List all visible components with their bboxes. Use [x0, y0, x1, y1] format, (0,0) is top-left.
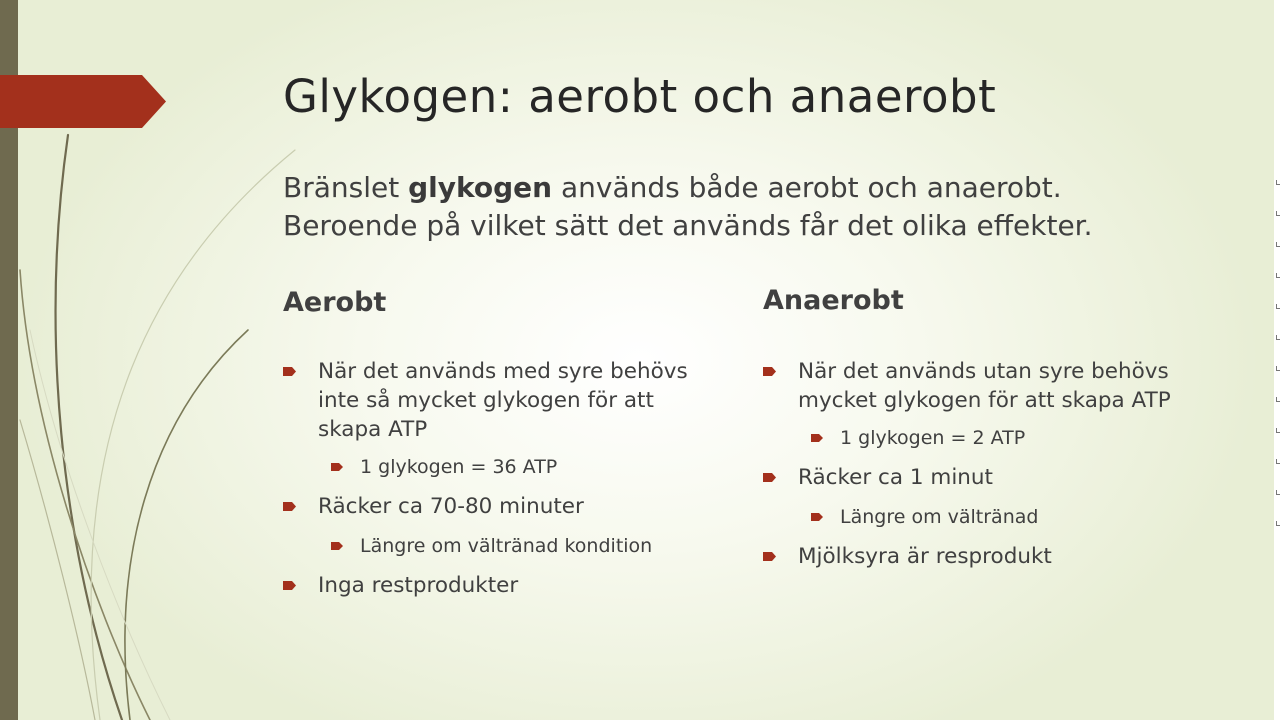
sub-list-item-text: Längre om vältränad: [840, 506, 1039, 528]
intro-bold-word: glykogen: [408, 171, 553, 204]
column-anaerobt: [763, 357, 1213, 571]
list-item-text: Mjölksyra är resprodukt: [798, 544, 1052, 569]
list-item-text: När det används utan syre behövs mycket glykogen för att skapa ATP: [798, 359, 1171, 413]
sub-list-item-text: 1 glykogen = 36 ATP: [360, 456, 558, 478]
arrow-bullet-icon: [811, 434, 823, 442]
arrow-bullet-icon: [283, 502, 296, 511]
intro-text: [283, 169, 1243, 245]
intro-text-start: Bränslet: [283, 171, 409, 204]
list-item: [763, 357, 1213, 415]
arrow-bullet-icon: [283, 581, 296, 590]
column-heading-anaerobt: Anaerobt: [763, 285, 904, 316]
column-aerobt: [283, 357, 713, 600]
sub-list-item-text: Längre om vältränad kondition: [360, 535, 653, 557]
list-item: [763, 542, 1213, 571]
sub-list-item-text: 1 glykogen = 2 ATP: [840, 427, 1026, 449]
sub-list-item: [283, 533, 713, 559]
list-item: [283, 571, 713, 600]
arrow-bullet-icon: [331, 542, 343, 550]
accent-arrow-tab: [0, 75, 166, 128]
list-item: [283, 357, 713, 444]
arrow-bullet-icon: [763, 552, 776, 561]
arrow-bullet-icon: [811, 513, 823, 521]
arrow-bullet-icon: [331, 463, 343, 471]
list-item-text: Räcker ca 1 minut: [798, 465, 993, 490]
list-item: [283, 492, 713, 521]
sub-list-item: [283, 454, 713, 480]
intro-text-end: används både aerobt och anaerobt.: [552, 171, 1062, 204]
list-item-text: När det används med syre behövs inte så mycket glykogen för att skapa ATP: [318, 359, 688, 442]
sub-list-item: [763, 425, 1213, 451]
list-item: [763, 463, 1213, 492]
arrow-bullet-icon: [283, 367, 296, 376]
right-edge-marks: [1274, 180, 1280, 620]
column-heading-aerobt: Aerobt: [283, 287, 387, 318]
arrow-bullet-icon: [763, 473, 776, 482]
slide-title: Glykogen: aerobt och anaerobt: [283, 70, 997, 123]
list-item-text: Inga restprodukter: [318, 573, 519, 598]
intro-line-2: Beroende på vilket sätt det används får det olika effekter.: [283, 209, 1093, 242]
list-item-text: Räcker ca 70-80 minuter: [318, 494, 584, 519]
arrow-bullet-icon: [763, 367, 776, 376]
sub-list-item: [763, 504, 1213, 530]
